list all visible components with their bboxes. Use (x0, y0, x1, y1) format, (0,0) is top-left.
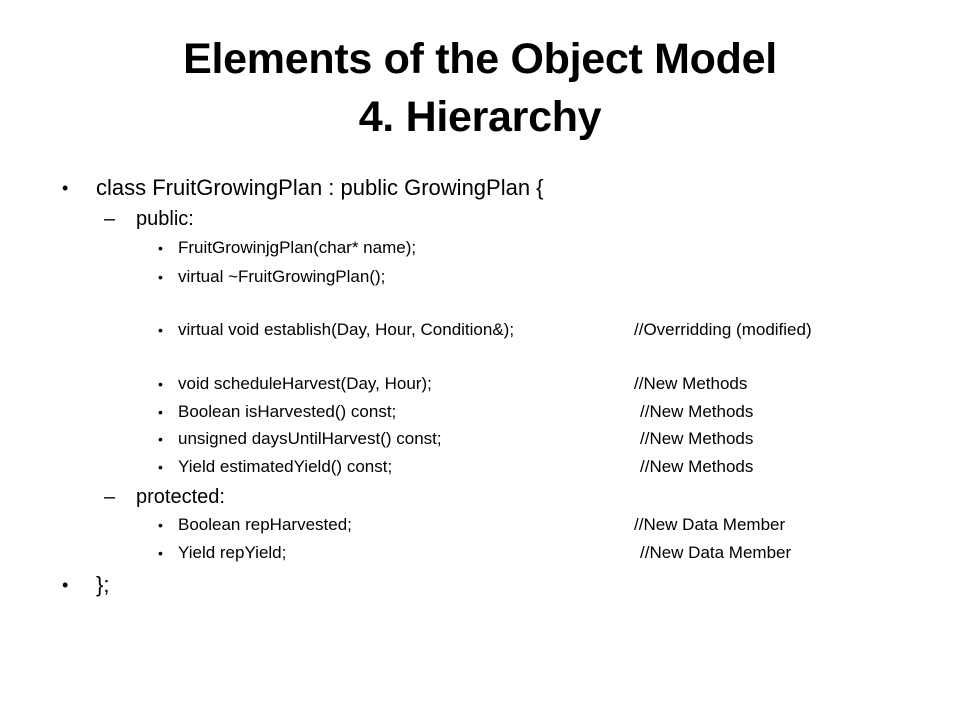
bullet-icon: • (62, 575, 69, 595)
bullet-icon: • (62, 178, 69, 198)
code-text: Boolean isHarvested() const; (178, 402, 397, 421)
bullet-icon: • (158, 240, 163, 256)
list-item (158, 401, 898, 423)
code-text: virtual ~FruitGrowingPlan(); (178, 267, 386, 286)
slide-title (0, 30, 960, 146)
list-item (158, 456, 898, 478)
comment-text: //New Data Member (634, 515, 786, 534)
code-text: void scheduleHarvest(Day, Hour); (178, 374, 432, 393)
list-item (158, 514, 898, 536)
bullet-icon: • (158, 517, 163, 533)
dash-icon: – (104, 208, 116, 230)
dash-icon: – (104, 486, 116, 508)
title-line-2: 4. Hierarchy (358, 93, 602, 141)
list-item (158, 373, 898, 395)
bullet-icon: • (158, 322, 163, 338)
bullet-icon: • (158, 376, 163, 392)
bullet-icon: • (158, 431, 163, 447)
public-label-text: public: (136, 208, 194, 230)
code-text: Yield repYield; (178, 543, 287, 562)
list-item (158, 319, 898, 341)
comment-text: //Overridding (modified) (634, 320, 812, 339)
bullet-icon: • (158, 404, 163, 420)
code-text: Yield estimatedYield() const; (178, 457, 393, 476)
list-item (158, 428, 898, 450)
list-item (158, 542, 898, 564)
bullet-icon: • (158, 269, 163, 285)
code-text: unsigned daysUntilHarvest() const; (178, 429, 442, 448)
code-text: Boolean repHarvested; (178, 515, 352, 534)
comment-text: //New Methods (640, 402, 754, 421)
protected-label-text: protected: (136, 486, 225, 508)
list-item (158, 237, 898, 259)
comment-text: //New Data Member (640, 543, 792, 562)
list-item (158, 266, 898, 288)
comment-text: //New Methods (640, 457, 754, 476)
bullet-icon: • (158, 459, 163, 475)
bullet-icon: • (158, 545, 163, 561)
comment-text: //New Methods (640, 429, 754, 448)
class-end-text: }; (96, 572, 110, 597)
code-text: virtual void establish(Day, Hour, Condition&); (178, 320, 515, 339)
title-line-1: Elements of the Object Model (183, 35, 777, 83)
code-text: FruitGrowinjgPlan(char* name); (178, 238, 417, 257)
comment-text: //New Methods (634, 374, 748, 393)
class-declaration-text: class FruitGrowingPlan : public GrowingPlan { (96, 175, 544, 200)
